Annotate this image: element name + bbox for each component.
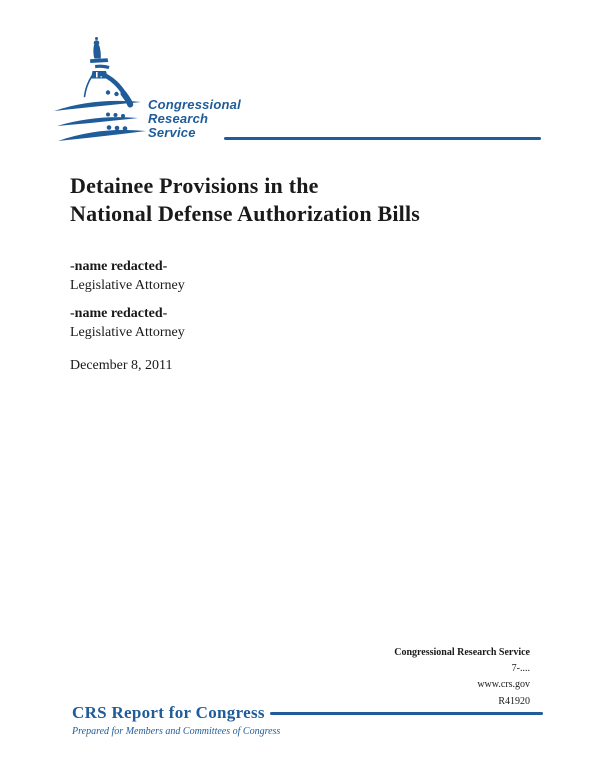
banner-rule: [270, 712, 543, 715]
logo-word-congressional: Congressional: [148, 97, 241, 112]
crs-logo-wordmark: [148, 98, 241, 140]
banner-label: CRS Report for Congress: [72, 703, 265, 722]
author-role: Legislative Attorney: [70, 278, 185, 293]
author-role: Legislative Attorney: [70, 325, 185, 340]
publisher-name: Congressional Research Service: [394, 647, 530, 658]
report-date: December 8, 2011: [70, 358, 173, 373]
logo-word-research: Research: [148, 111, 209, 126]
capitol-dome-icon: [50, 28, 150, 146]
author-name: -name redacted-: [70, 306, 168, 321]
crs-report-banner: [72, 703, 543, 737]
report-title: [70, 172, 420, 228]
author-name: -name redacted-: [70, 259, 168, 274]
author-entry: [70, 257, 185, 295]
banner-tagline: Prepared for Members and Committees of Congress: [72, 726, 281, 737]
banner-row: [72, 703, 543, 723]
publisher-website: www.crs.gov: [477, 679, 530, 691]
publisher-info-block: [394, 645, 530, 710]
author-block: [70, 257, 185, 375]
report-title-line-1: Detainee Provisions in the: [70, 173, 319, 198]
header-rule: [224, 137, 541, 140]
author-entry: [70, 304, 185, 342]
publisher-phone: 7-....: [511, 663, 530, 675]
report-number: R41920: [498, 695, 530, 707]
logo-word-service: Service: [148, 125, 196, 140]
report-title-line-2: National Defense Authorization Bills: [70, 201, 421, 226]
